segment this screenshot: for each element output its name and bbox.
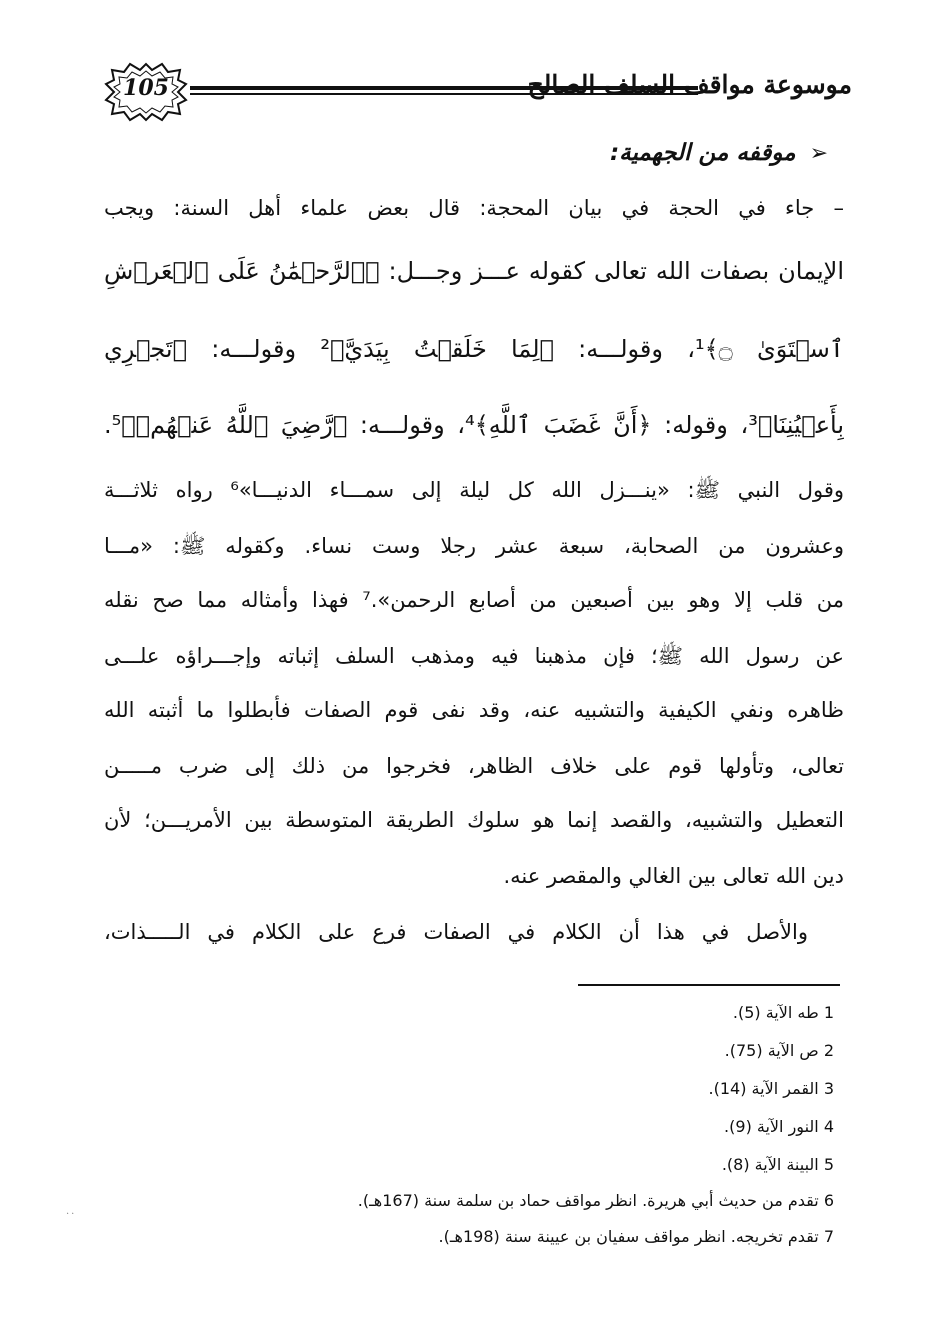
book-title: موسوعة مواقف السلف الصالح	[527, 70, 852, 99]
footnote: 6 تقدم من حديث أبي هريرة. انظر مواقف حماد بن سلمة سنة (167هـ).	[357, 1191, 834, 1210]
footnote: 7 تقدم تخريجه. انظر مواقف سفيان بن عيينة سنة (198هـ).	[438, 1227, 834, 1246]
body-line: عن رسول الله ﷺ؛ فإن مذهبنا فيه ومذهب السلف إثباته وإجـــراؤه علـــى	[104, 644, 844, 668]
page-number-badge	[100, 62, 192, 122]
body-line: دين الله تعالى بين الغالي والمقصر عنه.	[503, 864, 844, 888]
section-heading	[428, 133, 828, 174]
body-line: التعطيل والتشبيه، والقصد إنما هو سلوك الطريقة المتوسطة بين الأمريـــن؛ لأن	[104, 808, 844, 832]
body-line: تعالى، وتأولها قوم على خلاف الظاهر، فخرجوا من ذلك إلى ضرب مـــــن	[104, 754, 844, 778]
body-line: الإيمان بصفات الله تعالى كقوله عـــز وجـــل: ﴿ٱلرَّحۡمَٰنُ عَلَى ٱلۡعَرۡشِ	[104, 257, 844, 285]
footnote: 3 القمر الآية (14).	[708, 1079, 834, 1098]
footnote: 4 النور الآية (9).	[724, 1117, 834, 1136]
body-line: بِأَعۡيُنِنَا﴾³، وقوله: ﴿أَنَّ غَضَبَ ٱللَّهِ﴾⁴، وقولـــه: ﴿رَّضِيَ ٱللَّهُ عَنۡهُمۡ﴾⁵.	[104, 411, 844, 439]
body-line: ظاهره ونفي الكيفية والتشبيه عنه، وقد نفى قوم الصفات فأبطلوا ما أثبته الله	[104, 698, 844, 722]
chevron-left-icon: ➢	[809, 141, 828, 166]
body-line: – جاء في الحجة في بيان المحجة: قال بعض علماء أهل السنة: ويجب	[104, 196, 844, 220]
page-number: 105	[123, 75, 169, 101]
body-line: من قلب إلا وهو بين أصبعين من أصابع الرحمن».⁷ فهذا وأمثاله مما صح نقله	[104, 588, 844, 612]
body-line: ٱسۡتَوَىٰ ۝﴾¹، وقولـــه: ﴿لِمَا خَلَقۡتُ بِيَدَيَّ﴾² وقولـــه: ﴿تَجۡرِي	[104, 335, 844, 363]
footnote-separator	[578, 984, 840, 986]
footnote: 2 ص الآية (75).	[724, 1041, 834, 1060]
page-header	[100, 62, 852, 122]
margin-dots: ..	[66, 1206, 77, 1217]
body-line: وعشرون من الصحابة، سبعة عشر رجلا وست نساء. وكقوله ﷺ: «مـــا	[104, 534, 844, 558]
body-line: وقول النبي ﷺ: «ينـــزل الله كل ليلة إلى سمـــاء الدنيـــا»⁶ رواه ثلاثـــة	[104, 478, 844, 502]
body-line: والأصل في هذا أن الكلام في الصفات فرع على الكلام في الـــــذات،	[104, 920, 808, 944]
footnote: 5 البينة الآية (8).	[721, 1155, 834, 1174]
section-heading-text: موقفه من الجهمية:	[609, 140, 796, 166]
footnote: 1 طه الآية (5).	[732, 1003, 834, 1022]
